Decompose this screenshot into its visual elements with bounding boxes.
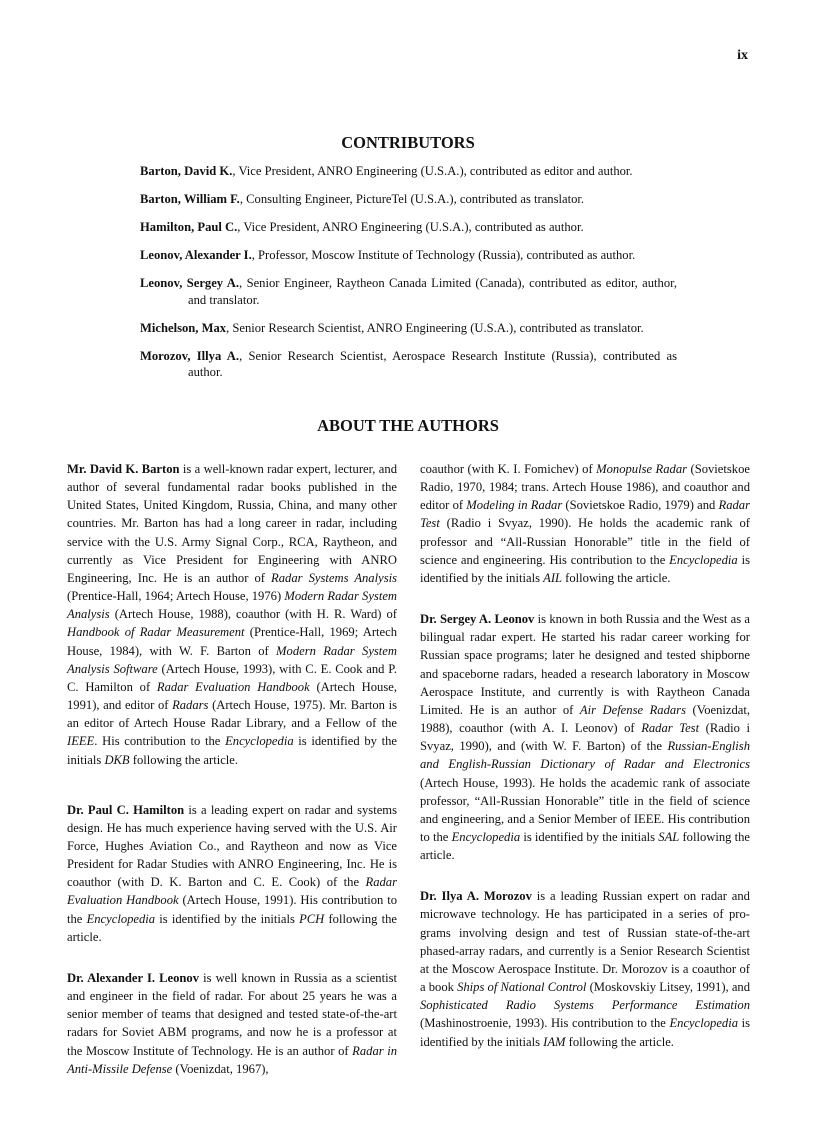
bio-text: (Radio i Svyaz, 1990), and (with W. F. Barton) of the [420,721,750,754]
italic-title: Encyclopedia [225,734,294,749]
bio-text: (Mashinostroenie, 1993). His contribution to the [420,1016,670,1031]
author-bio-paragraph [67,801,397,946]
bio-text: is identified by the initials [420,1016,750,1049]
italic-title: Modern Radar System Analysis Software [67,643,397,676]
author-name: Dr. Alexander I. Leonov [67,970,199,985]
bio-text: (Prentice-Hall, 1964; Artech House, 1976) [67,589,285,604]
bio-text: is a leading Russian expert on radar and microwave technology. He has participated in a series of programs involving design and test of Russian state-of-the-art phased-array radars, and currently is a Senior Research Scientist at the Moscow Aerospace Institute. Dr. Morozov is a coauthor of a book [420,889,750,995]
contributor-name: Leonov, Sergey A. [140,276,240,290]
bio-text: (Sovietskoe Radio, 1979) and [562,498,719,513]
contributor-entry [140,275,677,308]
left-column [67,460,397,1101]
contributor-entry [140,247,677,264]
right-column [420,460,750,1074]
bio-text: (Voenizdat, 1988), coauthor (with A. I. Leonov) of [420,702,751,736]
contributor-description: , Senior Engineer, Raytheon Canada Limited (Canada), contributed as editor, author, and translator. [188,276,677,307]
bio-text: (Artech House, 1993). He holds the academic rank of associate professor, “All-Russian Honorable” title in the field of science and engineering, and a Senior Member of IEEE. His contribution to the [420,775,750,844]
italic-title: Modern Radar System Analysis [67,589,398,622]
bio-text: (Moskovskiy Litsey, 1991), and [586,980,751,995]
italic-title: Handbook of Radar Measurement [67,625,245,640]
italic-title: Ships of National Control [457,980,587,995]
contributor-name: Michelson, Max [140,320,227,335]
contributor-description: , Vice President, ANRO Engineering (U.S.A.), contributed as editor and author. [232,164,633,178]
author-bio-paragraph [67,460,397,769]
contributor-name: Morozov, Illya A. [140,348,240,363]
italic-title: Encyclopedia [669,1016,739,1031]
bio-text: (Voenizdat, 1967), [172,1061,269,1076]
bio-text: (Prentice-Hall, 1969; Artech House, 1984), with W. F. Barton of [67,625,397,658]
bio-text: (Artech House, 1991). His contribution to the [67,893,397,926]
bio-text: following the article. [565,1034,674,1049]
italic-title: AIL [543,570,563,585]
bio-text: following the article. [129,752,239,767]
bio-text: is identified by the initials [67,734,397,767]
contributor-name: Barton, William F. [140,192,240,206]
contributor-entry [140,163,677,180]
bio-text: is a leading expert on radar and systems design. He has much experience having served with the U.S. Air Force, Hughes Aviation Co., and Raytheon and now as Vice President for Radar Studies with ANRO Engineering, Inc. He is coauthor (with D. K. Barton and C. E. Cook) of the [67,802,397,890]
italic-title: PCH [299,911,325,926]
contributor-name: Hamilton, Paul C. [140,220,238,234]
italic-title: DKB [104,752,130,767]
italic-title: Encyclopedia [451,829,521,844]
contributor-description: , Professor, Moscow Institute of Technology (Russia), contributed as author. [251,248,636,262]
bio-text: is well known in Russia as a scientist and engineer in the field of radar. For about 25 years he was a senior member of teams that designed and tested state-of-the-art radars for Soviet ABM programs, and now he is a professor at the Moscow Institute of Technology. He is an author of [67,970,397,1058]
italic-title: IEEE [67,734,95,749]
about-authors-heading: ABOUT THE AUTHORS [317,416,499,435]
contributors-heading: CONTRIBUTORS [341,133,475,152]
contributor-entry [140,219,677,236]
author-bio-paragraph [420,460,750,587]
italic-title: Air Defense Radars [579,702,686,717]
italic-title: Encyclopedia [669,552,738,567]
italic-title: Monopulse Radar [596,462,688,476]
bio-text: (Artech House, 1975). Mr. Barton is an editor of Artech House Radar Library, and a Fellow of the [67,698,397,731]
bio-text: (Sovietskoe Radio, 1970, 1984; trans. Artech House 1986), and coauthor and editor of [420,462,750,513]
author-name: Mr. David K. Barton [67,462,180,476]
author-name: Dr. Ilya A. Morozov [420,889,532,904]
bio-text: (Artech House, 1988), coauthor (with H. R. Ward) of [109,607,397,622]
bio-text: following the article. [67,911,397,944]
italic-title: Radar Test [420,498,750,531]
bio-text: is a well-known radar expert, lecturer, and author of several fundamental radar books published in the United States, United Kingdom, Russia, China, and many other countries. Mr. Barton has had a long career in radar, including service with the U.S. Army Signal Corp., RCA, Raytheon, and currently as Vice President for Engineering with ANRO Engineering, Inc. He is an author of [67,462,397,585]
contributor-description: , Consulting Engineer, PictureTel (U.S.A.), contributed as translator. [239,192,585,206]
bio-text: (Artech House, 1991), and editor of [67,679,397,713]
contributor-entry [140,348,677,381]
italic-title: Radar Evaluation Handbook [156,679,310,694]
italic-title: Radar Evaluation Handbook [67,875,397,908]
italic-title: Sophisticated Radio Systems Performance Estimation [420,998,750,1013]
contributor-description: , Senior Research Scientist, Aerospace Research Institute (Russia), contributed as author. [188,348,677,379]
bio-text: following the article. [562,570,671,585]
italic-title: Radar in Anti-Missile Defense [67,1043,397,1076]
bio-text: is known in both Russia and the West as a bilingual radar expert. He started his radar career working for Russian space programs; later he designed and tested shipborne and spaceborne radars, headed a research laboratory in Moscow Aerospace Institute, and currently is with Raytheon Canada Limited. He is an author of [420,612,751,717]
author-name: Dr. Paul C. Hamilton [67,802,185,817]
bio-text: is identified by the initials [420,552,750,585]
page-number: ix [737,48,748,63]
italic-title: Radar Test [641,721,700,736]
bio-text: following the article. [420,829,751,863]
italic-title: IAM [543,1034,566,1049]
italic-title: Radars [172,698,209,713]
italic-title: Radar Systems Analysis [271,570,397,585]
italic-title: Encyclopedia [86,911,156,926]
contributor-description: , Vice President, ANRO Engineering (U.S.A.), contributed as author. [237,220,584,234]
bio-text: . His contribution to the [94,734,226,749]
bio-text: (Radio i Svyaz, 1990). He holds the academic rank of professor and “All-Russian Honorable” title in the field of science and engineering. His contribution to the [420,516,750,567]
author-bio-paragraph [67,969,397,1078]
author-bio-paragraph [420,610,750,864]
author-bio-paragraph [420,887,750,1050]
italic-title: Modeling in Radar [466,498,563,513]
italic-title: SAL [658,829,680,844]
bio-text: is identified by the initials [520,829,659,844]
contributor-entry [140,191,677,208]
bio-text: is identified by the initials [155,911,300,926]
contributor-entry [140,320,677,337]
author-name: Dr. Sergey A. Leonov [420,612,535,627]
bio-text: (Artech House, 1993), with C. E. Cook and P. C. Hamilton of [67,661,397,694]
bio-text: coauthor (with K. I. Fomichev) of [420,462,597,476]
italic-title: Russian-English and English-Russian Dictionary of Radar and Electronics [420,739,750,772]
contributor-name: Leonov, Alexander I. [140,248,252,262]
contributor-description: , Senior Research Scientist, ANRO Engineering (U.S.A.), contributed as translator. [226,320,644,335]
contributors-list [140,163,677,392]
contributor-name: Barton, David K. [140,164,233,178]
